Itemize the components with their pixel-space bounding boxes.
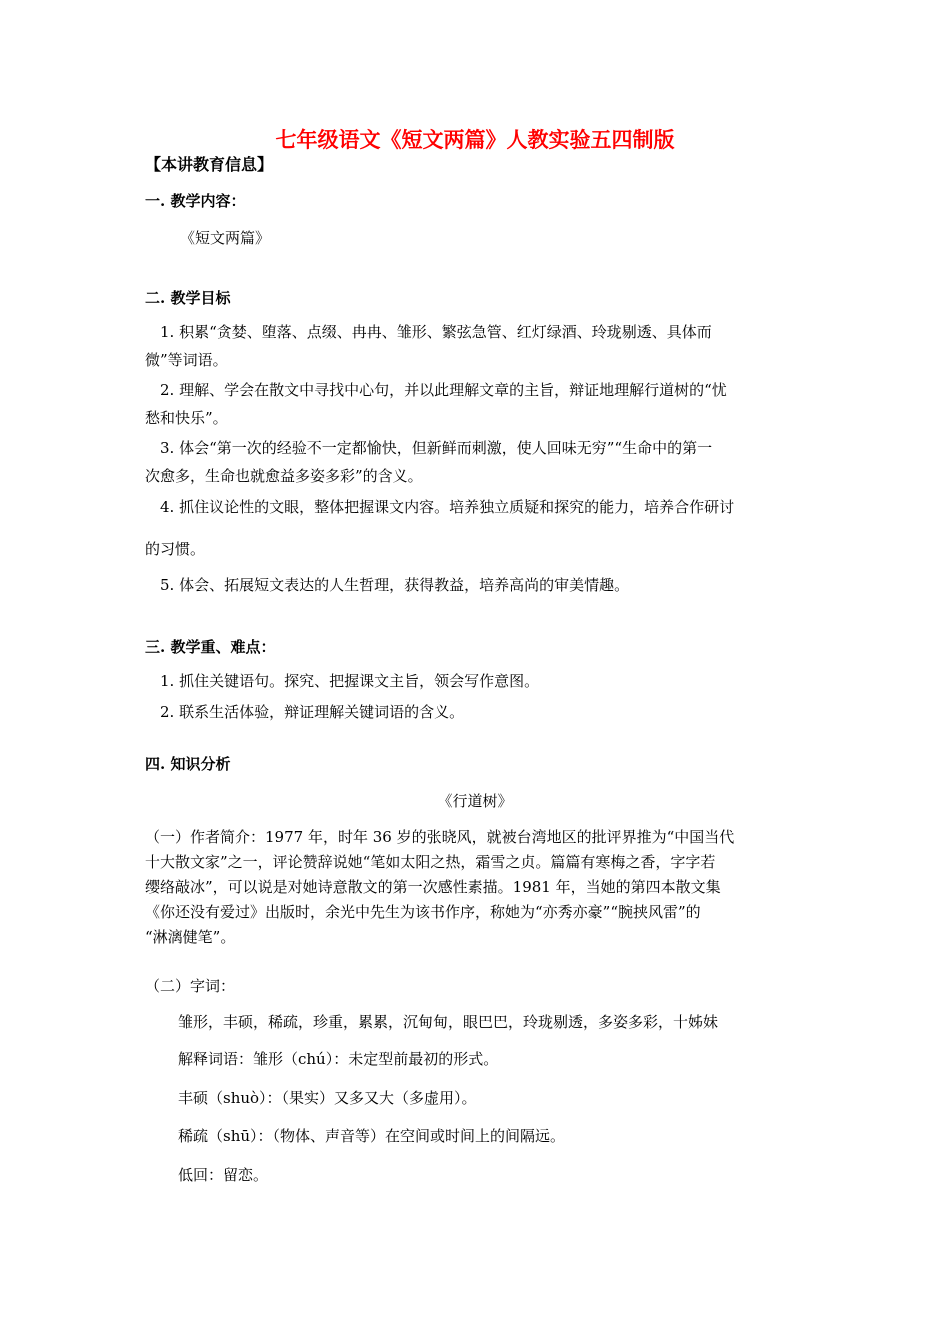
- author-line: 缨络敲冰”，可以说是对她诗意散文的第一次感性素描。1981 年，当她的第四本散文集: [145, 878, 721, 896]
- goal-line: 愁和快乐”。: [145, 409, 228, 427]
- section-2-heading: 二. 教学目标: [145, 289, 231, 307]
- goal-line: 2. 理解、学会在散文中寻找中心句，并以此理解文章的主旨，辩证地理解行道树的“忧: [160, 381, 727, 399]
- words-line: 低回：留恋。: [178, 1166, 269, 1184]
- section-4-heading: 四. 知识分析: [145, 755, 231, 773]
- goal-line: 1. 积累“贪婪、堕落、点缀、冉冉、雏形、繁弦急管、红灯绿酒、玲珑剔透、具体而: [160, 323, 712, 341]
- section-1-content: 《短文两篇》: [180, 229, 271, 247]
- words-line: 稀疏（shū）：（物体、声音等）在空间或时间上的间隔远。: [178, 1127, 566, 1145]
- info-header: 【本讲教育信息】: [145, 155, 274, 174]
- words-line: 雏形，丰硕，稀疏，珍重，累累，沉甸甸，眼巴巴，玲珑剔透，多姿多彩，十姊妹: [178, 1013, 719, 1031]
- author-line: 十大散文家”之一，评论赞辞说她“笔如太阳之热，霜雪之贞。篇篇有寒梅之香，字字若: [145, 853, 716, 871]
- section-3-heading: 三. 教学重、难点：: [145, 638, 276, 656]
- key-point-line: 1. 抓住关键语句。探究、把握课文主旨，领会写作意图。: [160, 672, 540, 690]
- key-point-line: 2. 联系生活体验，辩证理解关键词语的含义。: [160, 703, 465, 721]
- goal-line: 微”等词语。: [145, 351, 228, 369]
- section-1-heading: 一. 教学内容：: [145, 192, 246, 210]
- words-heading: （二）字词：: [145, 977, 236, 995]
- goal-line: 4. 抓住议论性的文眼，整体把握课文内容。培养独立质疑和探究的能力，培养合作研讨: [160, 498, 735, 516]
- goal-line: 5. 体会、拓展短文表达的人生哲理，获得教益，培养高尚的审美情趣。: [160, 576, 630, 594]
- author-line: 《你还没有爱过》出版时，余光中先生为该书作序，称她为“亦秀亦豪”“腕挟风雷”的: [145, 903, 701, 921]
- words-line: 丰硕（shuò）：（果实）又多又大（多虚用）。: [178, 1089, 477, 1107]
- words-line: 解释词语：雏形（chú）：未定型前最初的形式。: [178, 1050, 499, 1068]
- subtitle: 《行道树》: [437, 792, 513, 810]
- goal-line: 3. 体会“第一次的经验不一定都愉快，但新鲜而刺激，使人回味无穷”“生命中的第一: [160, 439, 713, 457]
- author-line: “淋漓健笔”。: [145, 928, 236, 946]
- goal-line: 次愈多，生命也就愈益多姿多彩”的含义。: [145, 467, 423, 485]
- document-title: 七年级语文《短文两篇》人教实验五四制版: [275, 127, 675, 152]
- goal-line: 的习惯。: [145, 540, 206, 558]
- author-line: （一）作者简介：1977 年，时年 36 岁的张晓风，就被台湾地区的批评界推为“中国当代: [145, 828, 735, 846]
